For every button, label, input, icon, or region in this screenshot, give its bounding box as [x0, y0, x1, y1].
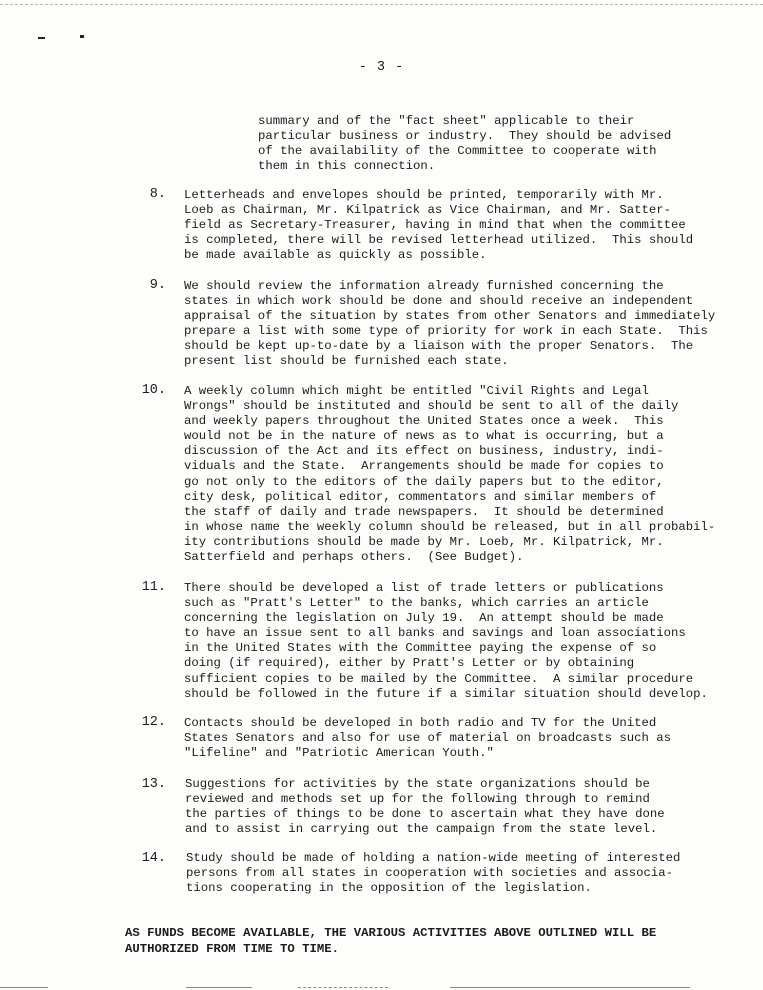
- text-line: AS FUNDS BECOME AVAILABLE, THE VARIOUS ACTIVITIES ABOVE OUTLINED WILL BE: [125, 926, 657, 940]
- text-line: and to assist in carrying out the campaign from the state level.: [185, 822, 658, 837]
- text-line: and weekly papers throughout the United States once a week. This: [184, 414, 664, 429]
- text-line: reviewed and methods set up for the following through to remind: [185, 792, 650, 807]
- item-number: 14.: [141, 851, 166, 866]
- text-line: "Lifeline" and "Patriotic American Youth.": [184, 746, 494, 761]
- text-line: discussion of the Act and its effect on business, industry, indi-: [184, 444, 664, 459]
- text-line: in the United States with the Committee paying the expense of so: [184, 641, 657, 656]
- item-number: 9.: [149, 278, 166, 293]
- text-line: sufficient copies to be mailed by the Committee. A similar procedure: [184, 671, 694, 686]
- item-12-paragraph: [184, 716, 671, 761]
- text-line: should be followed in the future if a similar situation should develop.: [184, 686, 708, 701]
- text-line: persons from all states in cooperation with societies and associa-: [186, 866, 674, 881]
- text-line: particular business or industry. They should be advised: [258, 129, 672, 144]
- text-line: the parties of things to be done to ascertain what they have done: [185, 807, 665, 822]
- text-line: We should review the information already furnished concerning the: [184, 279, 664, 293]
- intro-paragraph: [258, 114, 671, 174]
- bottom-scan-rule: [450, 987, 690, 988]
- text-line: be made available as quickly as possible.: [184, 248, 487, 263]
- text-line: A weekly column which might be entitled "Civil Rights and Legal: [184, 384, 649, 398]
- text-line: is completed, there will be revised letterhead utilized. This should: [184, 233, 694, 248]
- text-line: in whose name the weekly column should be released, but in all probabil-: [184, 519, 716, 534]
- text-line: the staff of daily and trade newspapers. It should be determined: [184, 504, 664, 519]
- item-14-paragraph: [186, 851, 680, 896]
- text-line: ity contributions should be made by Mr. Loeb, Mr. Kilpatrick, Mr.: [184, 534, 664, 549]
- text-line: of the availability of the Committee to cooperate with: [258, 144, 657, 159]
- scan-speck: [38, 37, 45, 39]
- text-line: Contacts should be developed in both radio and TV for the United: [184, 716, 657, 730]
- text-line: States Senators and also for use of material on broadcasts such as: [184, 731, 672, 746]
- text-line: would not be in the nature of news as to what is occurring, but a: [184, 429, 664, 444]
- text-line: AUTHORIZED FROM TIME TO TIME.: [125, 942, 340, 956]
- bottom-scan-rule: [186, 987, 252, 988]
- text-line: field as Secretary-Treasurer, having in mind that when the committee: [184, 218, 686, 233]
- text-line: viduals and the State. Arrangements should be made for copies to: [184, 459, 664, 474]
- text-line: should be kept up-to-date by a liaison with the proper Senators. The: [184, 339, 694, 354]
- item-number: 10.: [141, 383, 166, 398]
- text-line: There should be developed a list of trade letters or publications: [184, 581, 664, 595]
- item-11-paragraph: [184, 581, 708, 702]
- text-line: prepare a list with some type of priority for work in each State. This: [184, 324, 708, 339]
- top-perforation-rule: [0, 4, 763, 5]
- text-line: Suggestions for activities by the state organizations should be: [185, 777, 650, 791]
- text-line: states in which work should be done and should receive an independent: [184, 294, 694, 309]
- item-number: 13.: [141, 777, 166, 792]
- item-10-paragraph: [184, 384, 715, 565]
- bottom-scan-rule: [0, 987, 48, 988]
- text-line: appraisal of the situation by states from other Senators and immediately: [184, 309, 716, 324]
- item-number: 8.: [149, 187, 166, 202]
- text-line: summary and of the "fact sheet" applicable to their: [258, 114, 635, 128]
- text-line: Loeb as Chairman, Mr. Kilpatrick as Vice Chairman, and Mr. Satter-: [184, 203, 672, 218]
- text-line: concerning the legislation on July 19. An attempt should be made: [184, 611, 664, 626]
- text-line: Satterfield and perhaps others. (See Budget).: [184, 550, 524, 565]
- item-13-paragraph: [185, 777, 665, 837]
- text-line: Letterheads and envelopes should be printed, temporarily with Mr.: [184, 188, 664, 202]
- item-number: 12.: [141, 715, 166, 730]
- text-line: city desk, political editor, commentators and similar members of: [184, 489, 657, 504]
- text-line: such as "Pratt's Letter" to the banks, which carries an article: [184, 596, 649, 611]
- text-line: Study should be made of holding a nation-wide meeting of interested: [186, 851, 681, 865]
- scan-speck: [80, 35, 84, 38]
- text-line: doing (if required), either by Pratt's Letter or by obtaining: [184, 656, 635, 671]
- text-line: present list should be furnished each state.: [184, 354, 509, 369]
- closing-statement: [125, 925, 656, 957]
- text-line: go not only to the editors of the daily papers but to the editor,: [184, 474, 664, 489]
- text-line: Wrongs" should be instituted and should be sent to all of the daily: [184, 399, 679, 414]
- text-line: them in this connection.: [258, 159, 436, 174]
- text-line: to have an issue sent to all banks and savings and loan associations: [184, 626, 686, 641]
- item-number: 11.: [141, 580, 166, 595]
- item-8-paragraph: [184, 188, 693, 263]
- item-9-paragraph: [184, 279, 715, 370]
- page-number: - 3 -: [358, 60, 405, 75]
- bottom-scan-rule: [298, 987, 388, 988]
- text-line: tions cooperating in the opposition of the legislation.: [186, 881, 592, 896]
